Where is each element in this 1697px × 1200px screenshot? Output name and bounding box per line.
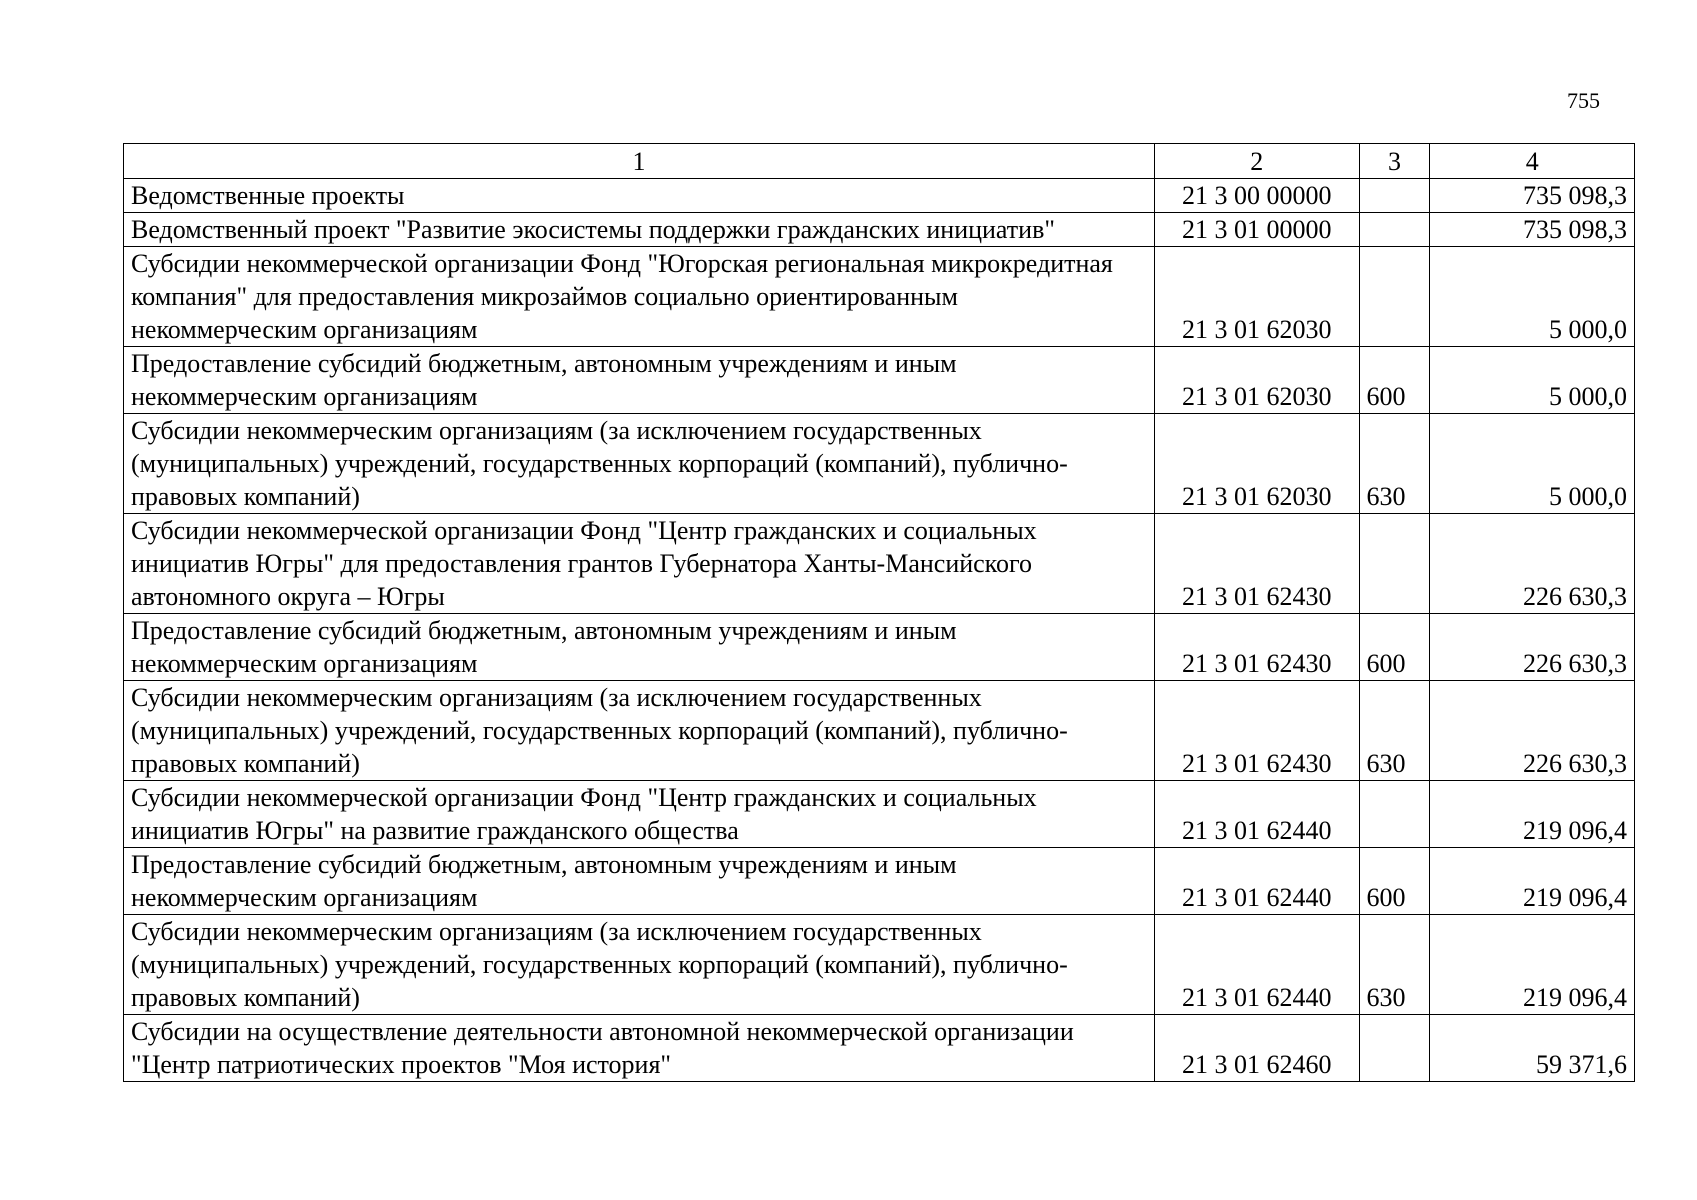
row-name: Предоставление субсидий бюджетным, автономным учреждениям и иным некоммерческим организациям [124, 848, 1155, 915]
table-row [124, 848, 1635, 915]
row-expense-type [1359, 514, 1430, 614]
row-amount: 735 098,3 [1430, 179, 1635, 213]
row-expense-type [1359, 179, 1430, 213]
row-expense-type [1359, 1015, 1430, 1082]
table-header-row [124, 144, 1635, 179]
row-amount: 226 630,3 [1430, 614, 1635, 681]
row-expense-type: 630 [1359, 414, 1430, 514]
row-name: Субсидии некоммерческим организациям (за исключением государственных (муниципальных) учреждений, государственных корпораций (компаний), публично-правовых компаний) [124, 414, 1155, 514]
page-number: 755 [1567, 88, 1600, 113]
column-header-4: 4 [1430, 144, 1635, 179]
row-target-code: 21 3 01 62030 [1154, 414, 1359, 514]
row-expense-type: 630 [1359, 915, 1430, 1015]
row-amount: 219 096,4 [1430, 781, 1635, 848]
row-target-code: 21 3 01 62430 [1154, 514, 1359, 614]
table-row [124, 781, 1635, 848]
table-row [124, 213, 1635, 247]
row-amount: 226 630,3 [1430, 514, 1635, 614]
row-target-code: 21 3 01 00000 [1154, 213, 1359, 247]
row-amount: 219 096,4 [1430, 848, 1635, 915]
row-target-code: 21 3 01 62440 [1154, 848, 1359, 915]
row-expense-type [1359, 247, 1430, 347]
row-target-code: 21 3 01 62030 [1154, 347, 1359, 414]
row-target-code: 21 3 01 62430 [1154, 614, 1359, 681]
table-row [124, 247, 1635, 347]
table-row [124, 514, 1635, 614]
row-expense-type: 630 [1359, 681, 1430, 781]
table-row [124, 681, 1635, 781]
row-name: Субсидии некоммерческой организации Фонд "Югорская региональная микрокредитная компания" для предоставления микрозаймов социально ориентированным некоммерческим организациям [124, 247, 1155, 347]
row-name: Субсидии некоммерческой организации Фонд "Центр гражданских и социальных инициатив Югры" для предоставления грантов Губернатора Ханты-Мансийского автономного округа – Югры [124, 514, 1155, 614]
table-row [124, 414, 1635, 514]
column-header-1: 1 [124, 144, 1155, 179]
row-target-code: 21 3 01 62460 [1154, 1015, 1359, 1082]
row-amount: 5 000,0 [1430, 247, 1635, 347]
row-name: Предоставление субсидий бюджетным, автономным учреждениям и иным некоммерческим организациям [124, 614, 1155, 681]
row-target-code: 21 3 01 62440 [1154, 915, 1359, 1015]
budget-table [123, 143, 1635, 1082]
row-target-code: 21 3 00 00000 [1154, 179, 1359, 213]
table-row [124, 915, 1635, 1015]
row-name: Ведомственный проект "Развитие экосистемы поддержки гражданских инициатив" [124, 213, 1155, 247]
row-name: Субсидии некоммерческой организации Фонд "Центр гражданских и социальных инициатив Югры" на развитие гражданского общества [124, 781, 1155, 848]
table-row [124, 1015, 1635, 1082]
row-expense-type [1359, 213, 1430, 247]
row-expense-type [1359, 781, 1430, 848]
row-amount: 59 371,6 [1430, 1015, 1635, 1082]
table-row [124, 614, 1635, 681]
row-amount: 5 000,0 [1430, 347, 1635, 414]
row-name: Ведомственные проекты [124, 179, 1155, 213]
row-expense-type: 600 [1359, 848, 1430, 915]
row-expense-type: 600 [1359, 614, 1430, 681]
row-amount: 219 096,4 [1430, 915, 1635, 1015]
row-target-code: 21 3 01 62430 [1154, 681, 1359, 781]
row-name: Субсидии на осуществление деятельности автономной некоммерческой организации "Центр патриотических проектов "Моя история" [124, 1015, 1155, 1082]
table-row [124, 347, 1635, 414]
row-amount: 226 630,3 [1430, 681, 1635, 781]
row-amount: 735 098,3 [1430, 213, 1635, 247]
row-name: Субсидии некоммерческим организациям (за исключением государственных (муниципальных) учреждений, государственных корпораций (компаний), публично-правовых компаний) [124, 915, 1155, 1015]
row-name: Предоставление субсидий бюджетным, автономным учреждениям и иным некоммерческим организациям [124, 347, 1155, 414]
row-amount: 5 000,0 [1430, 414, 1635, 514]
row-name: Субсидии некоммерческим организациям (за исключением государственных (муниципальных) учреждений, государственных корпораций (компаний), публично-правовых компаний) [124, 681, 1155, 781]
row-target-code: 21 3 01 62030 [1154, 247, 1359, 347]
row-target-code: 21 3 01 62440 [1154, 781, 1359, 848]
table-row [124, 179, 1635, 213]
column-header-3: 3 [1359, 144, 1430, 179]
row-expense-type: 600 [1359, 347, 1430, 414]
column-header-2: 2 [1154, 144, 1359, 179]
